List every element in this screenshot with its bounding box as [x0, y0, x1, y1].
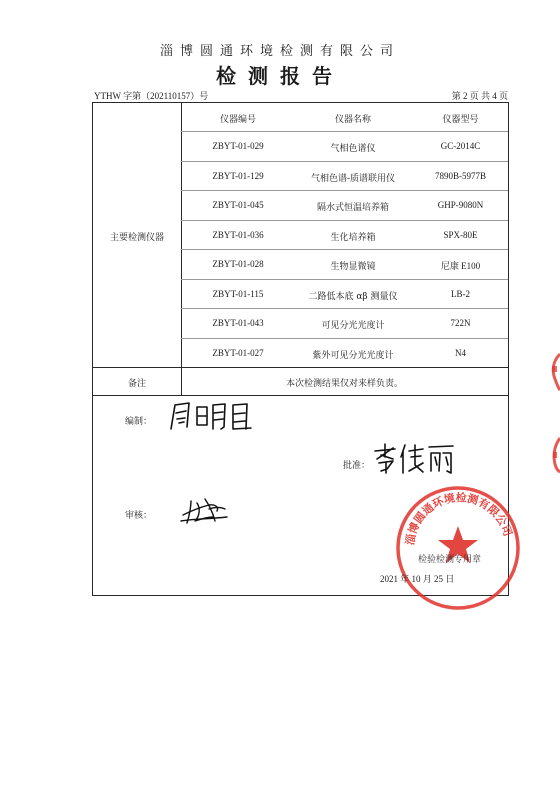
report-date: 2021 年 10 月 25 日 — [380, 574, 455, 584]
instrument-name: 生物显微镜 — [330, 262, 376, 272]
company-name: 淄博圆通环境检测有限公司 — [159, 44, 400, 59]
instrument-name: 气相色谱仪 — [330, 144, 376, 154]
instrument-id: ZBYT-01-027 — [212, 348, 264, 358]
section-divider — [93, 367, 508, 368]
row-divider — [181, 190, 508, 191]
page-number: 第 2 页 共 4 页 — [451, 91, 508, 101]
column-header-model: 仪器型号 — [442, 114, 479, 124]
remarks-text: 本次检测结果仅对来样负责。 — [285, 379, 403, 389]
instrument-id: ZBYT-01-029 — [212, 141, 264, 151]
row-divider — [181, 338, 508, 339]
instrument-name: 紫外可见分光光度计 — [312, 351, 394, 361]
column-header-name: 仪器名称 — [334, 115, 371, 125]
compiled-by-label: 编制： — [125, 417, 153, 427]
section-divider — [93, 395, 508, 396]
remarks-label: 备注 — [127, 379, 146, 389]
reviewer-signature — [179, 495, 229, 527]
instrument-id: ZBYT-01-129 — [212, 171, 264, 181]
instrument-name: 气相色谱-质谱联用仪 — [310, 174, 396, 184]
column-header-id: 仪器编号 — [219, 114, 256, 124]
instrument-id: ZBYT-01-028 — [212, 259, 264, 269]
instrument-model: GHP-9080N — [437, 200, 484, 210]
document-number: YTHW 字第（202110157）号 — [94, 91, 209, 101]
instrument-model: 722N — [450, 318, 471, 328]
instrument-model: GC-2014C — [440, 141, 481, 151]
instrument-name: 可见分光光度计 — [321, 321, 385, 331]
row-divider — [181, 249, 508, 250]
instrument-model: LB-2 — [451, 289, 470, 299]
seal-company-text: 淄博圆通环境检测有限公司 — [403, 491, 515, 547]
compiler-signature — [167, 399, 259, 433]
instrument-model: SPX-80E — [443, 230, 478, 240]
instrument-name: 生化培养箱 — [330, 233, 376, 243]
instrument-name: 隔水式恒温培养箱 — [316, 203, 389, 213]
row-divider — [181, 161, 508, 162]
seal-name: 检验检测专用章 — [418, 555, 482, 565]
instrument-id: ZBYT-01-036 — [212, 230, 264, 240]
instrument-model: 尼康 E100 — [440, 261, 481, 271]
row-divider — [181, 308, 508, 309]
row-divider — [181, 220, 508, 221]
instrument-id: ZBYT-01-115 — [212, 289, 264, 299]
row-divider — [181, 131, 508, 132]
instrument-id: ZBYT-01-045 — [212, 200, 264, 210]
approved-by-label: 批准： — [343, 461, 371, 471]
section-label-instruments: 主要检测仪器 — [109, 233, 164, 243]
instrument-model: N4 — [455, 348, 466, 358]
instrument-name: 二路低本底 αβ 测量仪 — [308, 292, 398, 302]
edge-seal-fragment-icon — [548, 436, 560, 474]
row-divider — [181, 279, 508, 280]
official-seal-icon — [392, 482, 524, 614]
approver-signature — [371, 441, 457, 475]
instrument-id: ZBYT-01-043 — [212, 318, 264, 328]
instrument-model: 7890B-5977B — [434, 171, 486, 181]
report-title: 检测报告 — [216, 64, 344, 88]
reviewed-by-label: 审核： — [125, 511, 153, 521]
edge-seal-fragment-icon — [546, 352, 560, 392]
